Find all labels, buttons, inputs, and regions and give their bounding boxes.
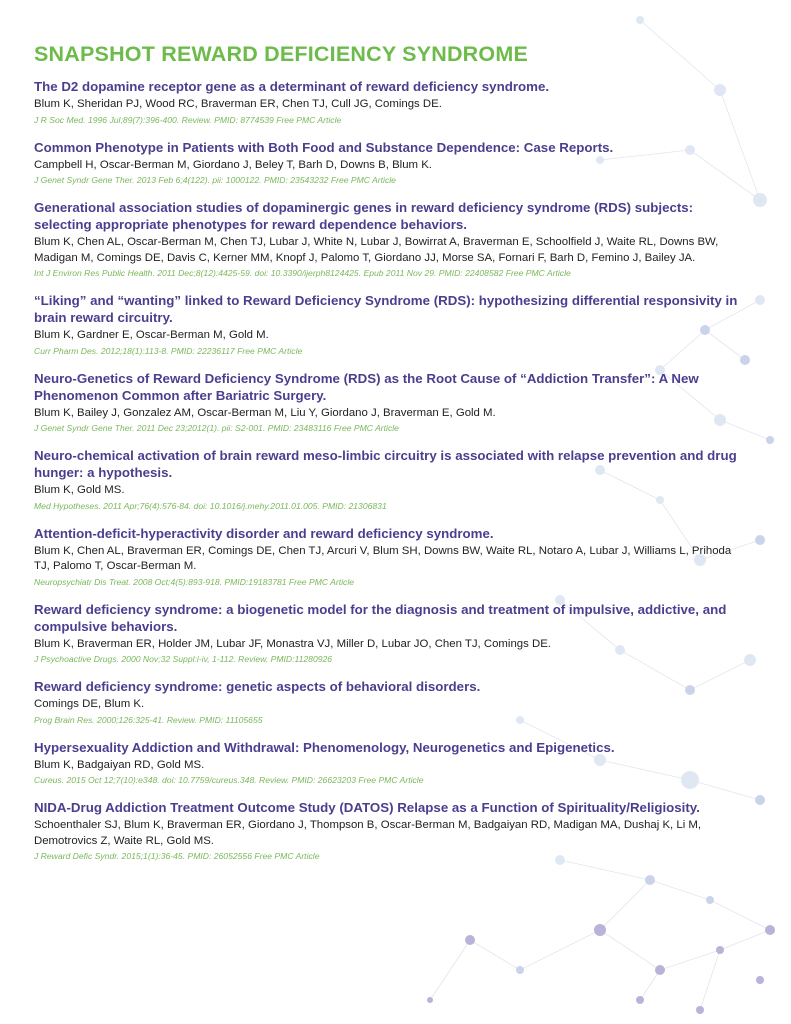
page-title: SNAPSHOT REWARD DEFICIENCY SYNDROME — [34, 42, 528, 66]
reference-title[interactable]: Generational association studies of dopaminergic genes in reward deficiency syndrome (RDS) subjects: selecting appropriate phenotypes for reward dependence behaviors. — [34, 200, 694, 232]
reference-title[interactable]: Attention-deficit-hyperactivity disorder and reward deficiency syndrome. — [34, 525, 494, 541]
reference-title[interactable]: Reward deficiency syndrome: a biogenetic model for the diagnosis and treatment of impulsive, addictive, and compulsive behaviors. — [34, 601, 727, 634]
reference-item — [34, 601, 746, 666]
reference-citation: Med Hypotheses. 2011 Apr;76(4):576-84. doi: 10.1016/j.mehy.2011.01.005. PMID: 21306831 — [34, 500, 387, 511]
reference-item — [34, 78, 746, 126]
reference-title[interactable]: The D2 dopamine receptor gene as a determinant of reward deficiency syndrome. — [34, 79, 550, 94]
reference-title[interactable]: “Liking” and “wanting” linked to Reward Deficiency Syndrome (RDS): hypothesizing differential responsivity in brain reward circuitry. — [34, 293, 738, 325]
reference-item — [34, 739, 746, 787]
reference-authors: Blum K, Braverman ER, Holder JM, Lubar JF, Monastra VJ, Miller D, Lubar JO, Chen TJ, Comings DE. — [34, 637, 551, 650]
reference-item — [34, 370, 746, 435]
reference-item — [34, 292, 746, 357]
reference-list-page — [34, 41, 746, 875]
reference-citation: J R Soc Med. 1996 Jul;89(7):396-400. Review. PMID: 8774539 Free PMC Article — [34, 114, 342, 125]
reference-authors: Blum K, Sheridan PJ, Wood RC, Braverman ER, Chen TJ, Cull JG, Comings DE. — [34, 98, 442, 110]
reference-title[interactable]: Common Phenotype in Patients with Both Food and Substance Dependence: Case Reports. — [34, 139, 614, 155]
reference-authors: Comings DE, Blum K. — [34, 698, 145, 710]
reference-citation: J Psychoactive Drugs. 2000 Nov;32 Suppl:i-iv, 1-112. Review. PMID:11280926 — [34, 654, 333, 664]
reference-item — [34, 139, 746, 187]
reference-title[interactable]: Neuro-Genetics of Reward Deficiency Syndrome (RDS) as the Root Cause of “Addiction Transfer”: A New Phenomenon Common after Bariatric Surgery. — [34, 370, 699, 403]
reference-authors: Schoenthaler SJ, Blum K, Braverman ER, Giordano J, Thompson B, Oscar-Berman M, Badgaiyan RD, Madigan MA, Dushaj K, Li M, Demotrovics Z, Waite RL, Gold MS. — [34, 819, 702, 847]
reference-item — [34, 447, 746, 512]
reference-authors: Blum K, Badgaiyan RD, Gold MS. — [34, 758, 205, 771]
reference-citation: Prog Brain Res. 2000;126:325-41. Review. PMID: 11105655 — [34, 714, 263, 725]
reference-item — [34, 199, 746, 279]
reference-citation: Curr Pharm Des. 2012;18(1):113-8. PMID: 22236117 Free PMC Article — [34, 345, 303, 356]
reference-authors: Blum K, Bailey J, Gonzalez AM, Oscar-Berman M, Liu Y, Giordano J, Braverman E, Gold M. — [34, 406, 496, 419]
reference-citation: J Genet Syndr Gene Ther. 2013 Feb 6;4(122). pii: 1000122. PMID: 23543232 Free PMC Article — [34, 175, 396, 185]
reference-authors: Blum K, Gardner E, Oscar-Berman M, Gold M. — [34, 329, 269, 341]
reference-title[interactable]: NIDA-Drug Addiction Treatment Outcome Study (DATOS) Relapse as a Function of Spirituality/Religiosity. — [34, 800, 700, 815]
reference-title[interactable]: Reward deficiency syndrome: genetic aspects of behavioral disorders. — [34, 679, 481, 694]
reference-citation: J Reward Defic Syndr. 2015;1(1):36-45. PMID: 26052556 Free PMC Article — [34, 851, 320, 861]
reference-citation: Int J Environ Res Public Health. 2011 Dec;8(12):4425-59. doi: 10.3390/ijerph8124425. Epub 2011 Nov 29. PMID: 22408582 Free PMC Article — [34, 268, 571, 278]
reference-citation: J Genet Syndr Gene Ther. 2011 Dec 23;2012(1). pii: S2-001. PMID: 23483116 Free PMC Article — [34, 423, 399, 433]
reference-authors: Blum K, Chen AL, Braverman ER, Comings DE, Chen TJ, Arcuri V, Blum SH, Downs BW, Waite RL, Notaro A, Lubar J, Williams L, Prihoda TJ, Palomo T, Oscar-Berman M. — [34, 544, 732, 572]
reference-item — [34, 799, 746, 862]
reference-authors: Blum K, Gold MS. — [34, 484, 125, 496]
reference-citation: Neuropsychiatr Dis Treat. 2008 Oct;4(5):893-918. PMID:19183781 Free PMC Article — [34, 576, 355, 587]
reference-authors: Blum K, Chen AL, Oscar-Berman M, Chen TJ, Lubar J, White N, Lubar J, Bowirrat A, Braverman E, Schoolfield J, Waite RL, Downs BW, Madigan M, Comings DE, Davis C, Kerner MM, Knopf J, Palomo T, Giordano JJ, Morse SA, Fornari F, Barh D, Femino J, Bailey JA. — [34, 236, 719, 264]
reference-citation: Cureus. 2015 Oct 12;7(10):e348. doi: 10.7759/cureus.348. Review. PMID: 26623203 Free PMC Article — [34, 775, 424, 785]
reference-title[interactable]: Neuro-chemical activation of brain reward meso-limbic circuitry is associated with relapse prevention and drug hunger: a hypothesis. — [34, 448, 737, 480]
reference-authors: Campbell H, Oscar-Berman M, Giordano J, Beley T, Barh D, Downs B, Blum K. — [34, 158, 432, 171]
reference-item — [34, 678, 746, 726]
reference-item — [34, 525, 746, 588]
reference-title[interactable]: Hypersexuality Addiction and Withdrawal: Phenomenology, Neurogenetics and Epigenetics. — [34, 739, 615, 755]
